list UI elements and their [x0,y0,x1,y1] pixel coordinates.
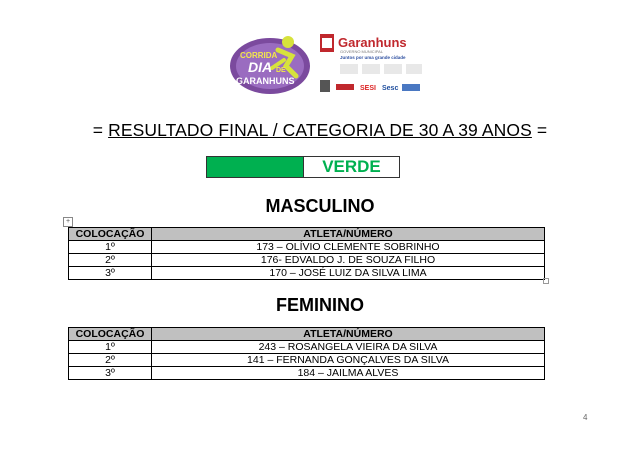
athlete-cell: 141 – FERNANDA GONÇALVES DA SILVA [152,354,545,367]
table-header-row [69,328,545,341]
city-slogan: Juntos por uma grande cidade [340,55,406,60]
table-row [69,367,545,380]
athlete-cell: 173 – OLÍVIO CLEMENTE SOBRINHO [152,241,545,254]
results-table-feminino [68,327,545,380]
table-row [69,241,545,254]
color-category-label: VERDE [322,157,381,176]
athlete-cell: 243 – ROSANGELA VIEIRA DA SILVA [152,341,545,354]
position-cell: 1º [69,241,152,254]
title-suffix: = [531,120,548,140]
table-header-row [69,228,545,241]
athlete-cell: 176- EDVALDO J. DE SOUZA FILHO [152,254,545,267]
header-colocacao: COLOCAÇÃO [69,328,152,341]
position-cell: 3º [69,267,152,280]
table-row [69,341,545,354]
city-name: Garanhuns [338,35,407,50]
logo-text-de: DE [276,67,286,74]
page-number: 4 [583,413,588,422]
color-category-box [206,156,400,178]
header-atleta: ATLETA/NÚMERO [152,328,545,341]
header-logos [226,28,424,100]
sponsor-sesi: SESI [360,85,376,92]
position-cell: 2º [69,354,152,367]
results-table-masculino [68,227,545,280]
athlete-cell: 184 – JAILMA ALVES [152,367,545,380]
position-cell: 2º [69,254,152,267]
header-colocacao: COLOCAÇÃO [69,228,152,241]
section-title-masculino: MASCULINO [265,196,375,216]
athlete-cell: 170 – JOSÉ LUIZ DA SILVA LIMA [152,267,545,280]
position-cell: 1º [69,341,152,354]
garanhuns-government-logo [318,30,424,98]
table-row [69,267,545,280]
table-row [69,354,545,367]
section-title-feminino: FEMININO [276,295,364,315]
city-subtitle: GOVERNO MUNICIPAL [340,49,384,54]
logo-text-corrida: CORRIDA [240,51,278,60]
table-row [69,254,545,267]
logo-text-dia: DIA [248,59,273,75]
table-move-handle-icon[interactable]: + [63,217,73,227]
color-swatch [207,157,304,177]
title-prefix: = [92,120,109,140]
logo-text-garanhuns: GARANHUNS [236,76,295,86]
position-cell: 3º [69,367,152,380]
corrida-dia-de-garanhuns-logo [226,32,314,98]
table-resize-handle[interactable] [543,278,549,284]
page-title [0,120,640,141]
sponsor-sesc: Sesc [382,85,399,92]
title-text: RESULTADO FINAL / CATEGORIA DE 30 A 39 ANOS [108,120,532,140]
header-atleta: ATLETA/NÚMERO [152,228,545,241]
